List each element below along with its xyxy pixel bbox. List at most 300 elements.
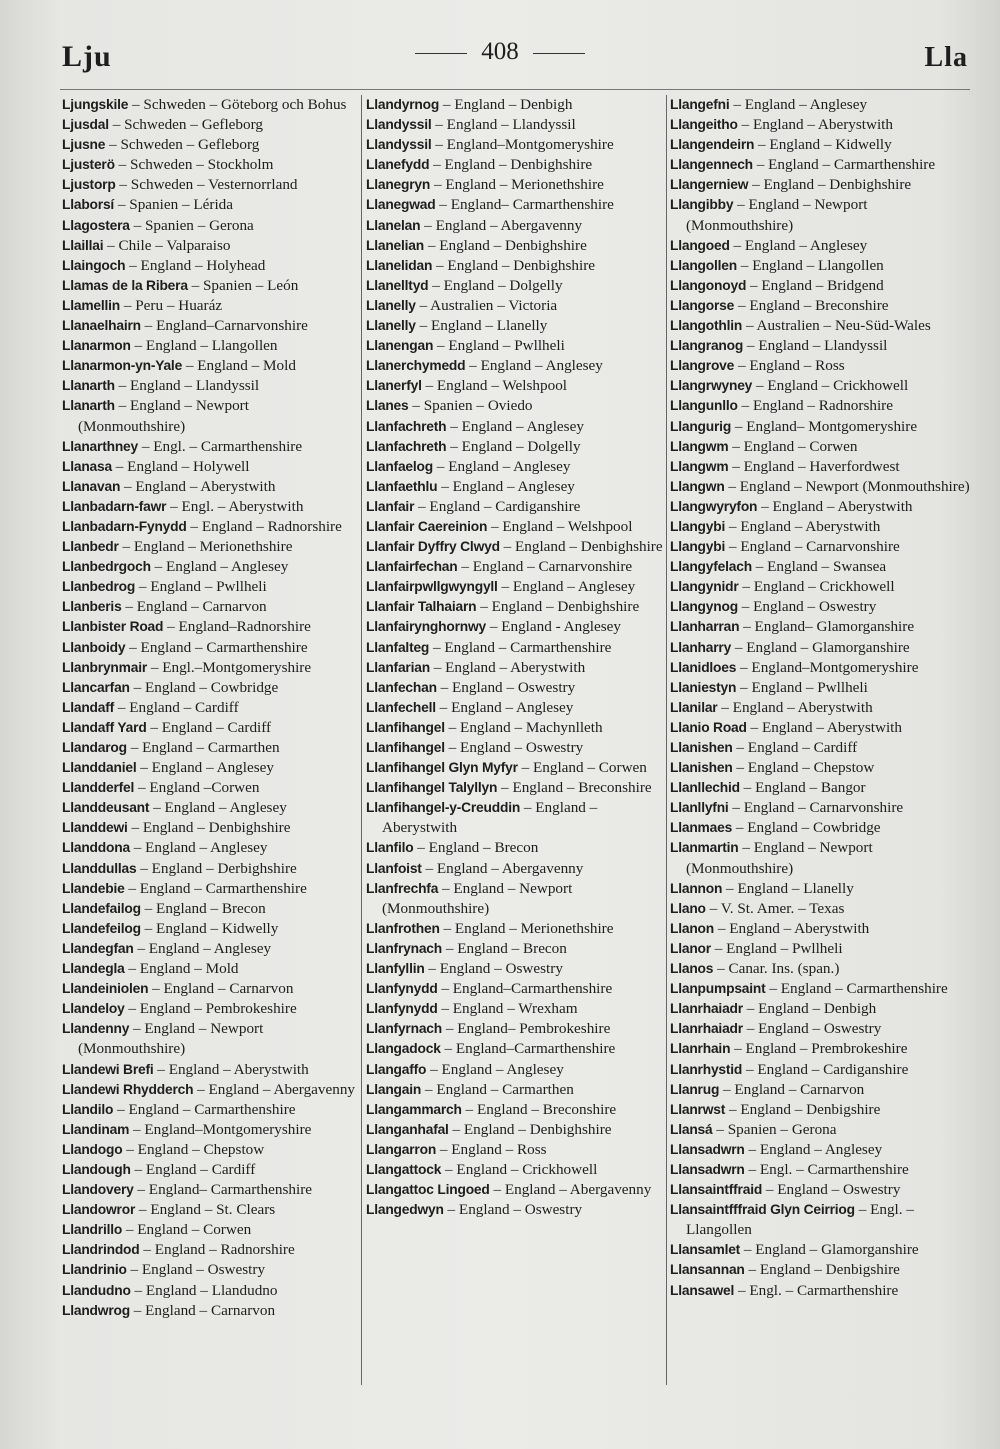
entry-description: England – Oswestry (452, 678, 576, 696)
entry-term: Llanor (670, 940, 711, 956)
gazetteer-entry: Llanfrothen – England – Merionethshire (366, 919, 614, 937)
gazetteer-entry: Llanegryn – England – Merionethshire (366, 176, 604, 194)
gazetteer-entry: Llanfynydd – England–Carmarthenshire (366, 980, 613, 998)
entry-term: Llanddeusant (62, 800, 150, 816)
entry-term: Llanrwst (670, 1101, 726, 1117)
gazetteer-entry: Llanfairfechan – England – Carnarvonshire (366, 558, 633, 576)
gazetteer-entry: Llanfachreth – England – Dolgelly (366, 437, 581, 455)
column-3 (668, 95, 970, 1301)
gazetteer-entry: Llanddona – England – Anglesey (62, 839, 268, 857)
gazetteer-entry: Llanfaethlu – England – Anglesey (366, 477, 575, 495)
entry-description: England – Llandudno (145, 1281, 278, 1299)
entry-term: Llangwm (670, 438, 729, 454)
entry-description: England – Anglesey (145, 839, 268, 857)
entry-description: England – Aberystwith (772, 497, 913, 515)
entry-description: England – Anglesey (744, 236, 868, 254)
entry-description: England – Derbighshire (151, 859, 297, 877)
entry-term: Llanharry (670, 639, 732, 655)
entry-term: Llancarfan (62, 679, 130, 695)
entry-description: England – Newport (Monmouthshire) (686, 196, 868, 234)
entry-term: Llanishen (670, 740, 733, 755)
entry-description: England–Montgomeryshire (144, 1120, 312, 1138)
entry-term: Llangurig (670, 418, 732, 434)
gazetteer-entry: Llanddullas – England – Derbighshire (62, 859, 297, 877)
gazetteer-entry: Llanrhaiadr – England – Denbigh (670, 1000, 877, 1018)
gazetteer-entry: Llansaintfffraid Glyn Ceirriog – Engl. – Llangollen (670, 1201, 914, 1239)
page-number: 408 (481, 38, 519, 65)
entry-term: Llansaintffraid (670, 1182, 763, 1198)
entry-description: England –Corwen (149, 779, 260, 797)
gazetteer-entry: Llandrillo – England – Corwen (62, 1221, 252, 1239)
gazetteer-entry: Llangendeirn – England – Kidwelly (670, 136, 892, 154)
gazetteer-entry: Llandaff Yard – England – Cardiff (62, 718, 272, 736)
entry-description: England – Denbigh (454, 96, 573, 113)
entry-term: Llandudno (62, 1282, 131, 1298)
column-divider-2 (666, 95, 667, 1385)
gazetteer-entry: Llanfechell – England – Anglesey (366, 698, 574, 716)
gazetteer-entry: Llanboidy – England – Carmarthenshire (62, 638, 308, 656)
gazetteer-entry: Llanharry – England – Glamorganshire (670, 638, 910, 656)
entry-term: Llansannan (670, 1262, 745, 1278)
entry-description: England – Radnorshire (201, 517, 342, 535)
gazetteer-entry: Llandowror – England – St. Clears (62, 1201, 276, 1219)
entry-term: Llandowror (62, 1202, 136, 1218)
entry-term: Llandyssil (366, 117, 432, 133)
entry-term: Llanfechan (366, 679, 437, 695)
gazetteer-entry: Llangammarch – England – Breconshire (366, 1100, 617, 1118)
entry-term: Llanon (670, 920, 715, 936)
entry-term: Llandegla (62, 961, 125, 977)
entry-term: Llanfair (366, 498, 415, 514)
entry-term: Llansawel (670, 1282, 735, 1298)
entry-description: England – Haverfordwest (743, 457, 900, 475)
entry-term: Llanarmon-yn-Yale (62, 358, 183, 374)
entry-description: England – Kidwelly (769, 136, 892, 154)
entry-term: Llanrhystid (670, 1061, 743, 1077)
entry-term: Llanelan (366, 217, 421, 233)
entry-description: England – Anglesey (448, 457, 571, 475)
entry-description: England – Carmarthenshire (780, 980, 948, 998)
entry-description: England – Cardiganshire (757, 1060, 909, 1078)
gazetteer-entry: Llandewi Rhydderch – England – Abergavenny (62, 1080, 356, 1098)
gazetteer-entry: Llanfihangel-y-Creuddin – England – Aberystwith (366, 799, 598, 837)
entry-term: Llangwm (670, 458, 729, 474)
gazetteer-entry: Llangaffo – England – Anglesey (366, 1060, 564, 1078)
running-head-left: Lju (62, 40, 112, 73)
entry-description: England – Carnarvon (163, 980, 294, 998)
entry-term: Llanes (366, 398, 409, 414)
entry-term: Llangybi (670, 518, 726, 534)
entry-term: Llangrove (670, 358, 735, 374)
entry-term: Llanaelhairn (62, 318, 141, 334)
gazetteer-entry: Llangonoyd – England – Bridgend (670, 276, 884, 294)
gazetteer-entry: Llanfalteg – England – Carmarthenshire (366, 638, 612, 656)
gazetteer-entry: Llanbedr – England – Merionethshire (62, 538, 293, 556)
entry-description: England – Chepstow (747, 759, 875, 777)
gazetteer-entry: Llanfynydd – England – Wrexham (366, 1000, 578, 1018)
entry-description: England – Breconshire (512, 779, 652, 797)
entry-description: England – Corwen (532, 759, 647, 777)
entry-term: Llandovery (62, 1182, 134, 1198)
gazetteer-entry: Llagostera – Spanien – Gerona (62, 216, 254, 234)
gazetteer-entry: Llangwn – England – Newport (Monmouthshire) (670, 477, 970, 495)
gazetteer-entry: Llangennech – England – Carmarthenshire (670, 156, 936, 174)
gazetteer-entry: Llannon – England – Llanelly (670, 879, 854, 897)
entry-term: Llandyrnog (366, 97, 440, 112)
entry-term: Llaillai (62, 237, 104, 253)
entry-term: Llanishen (670, 760, 733, 776)
entry-term: Llandyssil (366, 137, 432, 153)
entry-description: Canar. Ins. (span.) (728, 960, 840, 978)
entry-description: England – Denbighshire (763, 176, 912, 194)
entry-description: England – Carmarthenshire (768, 156, 936, 174)
entry-term: Llamellin (62, 297, 121, 313)
entry-term: Llangibby (670, 197, 734, 213)
gazetteer-entry: Llanddewi – England – Denbighshire (62, 819, 291, 837)
gazetteer-entry: Llanos – Canar. Ins. (span.) (670, 960, 840, 978)
gazetteer-entry: Llanerfyl – England – Welshpool (366, 377, 568, 395)
entry-term: Llanddewi (62, 820, 128, 836)
entry-term: Llangennech (670, 157, 753, 173)
entry-description: England – Carnarvon (734, 1080, 865, 1098)
entry-description: England– Carmarthenshire (450, 196, 614, 214)
entry-description: England – Oswestry (777, 1181, 901, 1199)
gazetteer-entry: Llandwrog – England – Carnarvon (62, 1301, 276, 1319)
entry-description: England – Anglesey (452, 477, 575, 495)
gazetteer-entry: Llanfrynach – England – Brecon (366, 939, 567, 957)
gazetteer-entry: Llandyssil – England–Montgomeryshire (366, 136, 614, 154)
gazetteer-entry: Llaillai – Chile – Valparaiso (62, 236, 231, 254)
entry-description: England – Wrexham (452, 1000, 578, 1018)
gazetteer-entry: Llanmartin – England – Newport (Monmouthshire) (670, 839, 873, 877)
gazetteer-entry: Llandeiniolen – England – Carnarvon (62, 980, 294, 998)
entry-term: Llanfihangel Glyn Myfyr (366, 760, 518, 776)
gazetteer-entry: Llanganhafal – England – Denbighshire (366, 1120, 612, 1138)
entry-description: England – Anglesey (451, 698, 574, 716)
entry-term: Llangwyryfon (670, 498, 758, 514)
entry-description: England – Anglesey (480, 357, 603, 375)
entry-term: Llanarthney (62, 438, 139, 454)
gazetteer-entry: Llandderfel – England –Corwen (62, 779, 260, 797)
entry-description: England – Denbighshire (514, 538, 663, 556)
entry-description: Peru – Huaráz (135, 296, 223, 314)
gazetteer-entry: Llangattoc Lingoed – England – Abergavenny (366, 1181, 652, 1199)
entry-description: England – Dolgelly (443, 276, 563, 294)
gazetteer-entry: Llansadwrn – England – Anglesey (670, 1140, 883, 1158)
gazetteer-entry: Llanarmon-yn-Yale – England – Mold (62, 357, 296, 375)
gazetteer-entry: Llanfechan – England – Oswestry (366, 678, 576, 696)
entry-term: Llangeitho (670, 117, 738, 133)
entry-term: Llangattoc Lingoed (366, 1182, 490, 1198)
entry-description: England–Carmarthenshire (455, 1040, 616, 1058)
gazetteer-entry: Llanes – Spanien – Oviedo (366, 397, 533, 415)
gazetteer-entry: Ljusdal – Schweden – Gefleborg (62, 116, 263, 134)
gazetteer-entry: Llanberis – England – Carnarvon (62, 598, 267, 616)
entry-description: V. St. Amer. – Texas (720, 899, 845, 917)
entry-term: Ljungskile (62, 97, 129, 112)
gazetteer-entry: Llano – V. St. Amer. – Texas (670, 899, 845, 917)
gazetteer-entry: Llansamlet – England – Glamorganshire (670, 1241, 919, 1259)
gazetteer-entry: Llanio Road – England – Aberystwith (670, 718, 902, 736)
entry-term: Llanfrothen (366, 920, 440, 936)
gazetteer-entry: Llangothlin – Australien – Neu-Süd-Wales (670, 317, 931, 335)
entry-term: Llanarth (62, 398, 115, 414)
gazetteer-entry: Llandebie – England – Carmarthenshire (62, 879, 307, 897)
gazetteer-entry: Llangedwyn – England – Oswestry (366, 1201, 583, 1219)
gazetteer-entry: Llanarthney – Engl. – Carmarthenshire (62, 437, 303, 455)
gazetteer-entry: Llanavan – England – Aberystwith (62, 477, 276, 495)
entry-term: Llaniestyn (670, 679, 737, 695)
entry-term: Llanasa (62, 458, 112, 474)
entry-term: Llangain (366, 1081, 422, 1097)
gazetteer-entry: Llangadock – England–Carmarthenshire (366, 1040, 616, 1058)
entry-description: England – Merionethshire (445, 176, 604, 194)
entry-description: England – Abergavenny (436, 859, 584, 877)
entry-description: England – Llandyssil (758, 337, 888, 355)
entry-description: England – Oswestry (753, 598, 877, 616)
entry-description: England – Aberystwith (135, 477, 276, 495)
gazetteer-entry: Llangwm – England – Haverfordwest (670, 457, 900, 475)
entry-term: Llangyfelach (670, 559, 752, 575)
entry-term: Llanddona (62, 840, 130, 856)
entry-description: England – Dolgelly (461, 437, 581, 455)
entry-description: England – Cardiff (747, 739, 858, 756)
entry-term: Llandaff Yard (62, 719, 147, 735)
gazetteer-entry: Llangybi – England – Aberystwith (670, 517, 881, 535)
entry-term: Llangorse (670, 297, 735, 313)
gazetteer-entry: Llanfair – England – Cardiganshire (366, 497, 581, 515)
entry-description: England – Newport (Monmouthshire) (382, 879, 573, 917)
entry-term: Llanfachreth (366, 438, 447, 454)
entry-term: Llanllyfni (670, 800, 729, 816)
entry-description: England – Denbighshire (447, 256, 596, 274)
entry-term: Llandeiniolen (62, 981, 149, 997)
entry-term: Llanfrynach (366, 940, 443, 956)
gazetteer-entry: Llangwyryfon – England – Aberystwith (670, 497, 913, 515)
gazetteer-entry: Llangwm – England – Corwen (670, 437, 858, 455)
entry-term: Llanharran (670, 619, 740, 635)
entry-term: Llanfairpwllgwyngyll (366, 579, 498, 595)
gazetteer-entry: Llanpumpsaint – England – Carmarthenshire (670, 980, 948, 998)
entry-term: Llanegwad (366, 197, 436, 213)
entry-description: England–Carnarvonshire (156, 317, 308, 335)
entry-term: Llanfair Dyffry Clwyd (366, 539, 500, 555)
column-2 (364, 95, 664, 1220)
gazetteer-entry: Llanfairynghornwy – England - Anglesey (366, 618, 622, 636)
entry-term: Llandogo (62, 1141, 123, 1157)
gazetteer-entry: Llanon – England – Aberystwith (670, 919, 870, 937)
gazetteer-entry: Llangrwyney – England – Crickhowell (670, 377, 909, 395)
entry-description: England – Denbighshire (463, 1120, 612, 1138)
entry-term: Llanelly (366, 318, 416, 334)
gazetteer-entry: Llanfachreth – England – Anglesey (366, 417, 584, 435)
entry-term: Llanddullas (62, 860, 137, 876)
gazetteer-entry: Ljustorp – Schweden – Vesternorrland (62, 176, 298, 194)
gazetteer-entry: Llansadwrn – Engl. – Carmarthenshire (670, 1160, 909, 1178)
entry-description: Australien – Neu-Süd-Wales (756, 317, 931, 335)
gazetteer-entry: Llanbadarn-Fynydd – England – Radnorshire (62, 517, 342, 535)
entry-term: Llanfachreth (366, 418, 447, 434)
entry-term: Llanfrechfa (366, 880, 439, 896)
entry-term: Llanganhafal (366, 1121, 449, 1137)
gazetteer-entry: Llamellin – Peru – Huaráz (62, 296, 223, 314)
gazetteer-entry: Llandyssil – England – Llandyssil (366, 116, 576, 134)
gazetteer-entry: Llangorse – England – Breconshire (670, 296, 889, 314)
entry-description: England – Mold (139, 960, 239, 978)
gazetteer-entry: Llanllechid – England – Bangor (670, 779, 866, 797)
gazetteer-entry: Llangunllo – England – Radnorshire (670, 397, 893, 415)
entry-description: England–Radnorshire (178, 618, 311, 636)
gazetteer-entry: Llandeloy – England – Pembrokeshire (62, 1000, 297, 1018)
entry-description: Schweden – Stockholm (130, 156, 274, 174)
entry-term: Llanfynydd (366, 981, 438, 997)
entry-description: England – Carnarvonshire (740, 538, 900, 556)
entry-term: Llanio Road (670, 719, 747, 735)
column-divider-1 (361, 95, 362, 1385)
entry-description: England – Prembrokeshire (745, 1040, 908, 1058)
gazetteer-entry: Llancarfan – England – Cowbridge (62, 678, 279, 696)
gazetteer-entry: Llangranog – England – Llandyssil (670, 337, 888, 355)
entry-description: Engl.–Montgomeryshire (162, 658, 312, 676)
entry-term: Llanilar (670, 699, 718, 715)
entry-description: England – Carmarthenshire (139, 879, 307, 897)
entry-term: Llanfoist (366, 860, 422, 876)
entry-term: Llamas de la Ribera (62, 277, 188, 293)
entry-term: Llannon (670, 880, 723, 896)
gazetteer-entry: Llanerchymedd – England – Anglesey (366, 357, 603, 375)
entry-description: England – Llangollen (145, 337, 278, 355)
entry-description: England – Radnorshire (154, 1241, 295, 1259)
entry-description: Engl. – Llangollen (686, 1201, 914, 1239)
entry-description: England – Newport (Monmouthshire) (78, 1020, 264, 1058)
gazetteer-entry: Llangattock – England – Crickhowell (366, 1160, 598, 1178)
gazetteer-entry: Llanfair Caereinion – England – Welshpool (366, 517, 633, 535)
entry-description: England – Carnarvonshire (743, 799, 904, 817)
entry-term: Llangammarch (366, 1101, 462, 1117)
entry-description: England – Glamorganshire (755, 1241, 919, 1259)
gazetteer-entry: Llanarth – England – Llandyssil (62, 377, 260, 395)
entry-description: England – Holyhead (140, 256, 266, 274)
gazetteer-entry: Llanarmon – England – Llangollen (62, 337, 278, 355)
entry-term: Llanbedrog (62, 579, 136, 595)
gazetteer-entry: Llandrindod – England – Radnorshire (62, 1241, 295, 1259)
entry-term: Ljusne (62, 137, 106, 153)
gazetteer-entry: Ljungskile – Schweden – Göteborg och Bohus (62, 96, 347, 113)
gazetteer-entry: Llangerniew – England – Denbighshire (670, 176, 912, 194)
entry-term: Llangonoyd (670, 277, 747, 293)
gazetteer-entry: Ljusne – Schweden – Gefleborg (62, 136, 260, 154)
entry-description: England – Abergavenny (504, 1181, 652, 1199)
entry-description: England – Anglesey (151, 759, 274, 777)
column-1 (60, 95, 356, 1321)
gazetteer-entry: Llanbrynmair – Engl.–Montgomeryshire (62, 658, 312, 676)
entry-term: Llansadwrn (670, 1161, 745, 1177)
entry-description: Spanien – Gerona (144, 216, 254, 234)
entry-term: Llangwn (670, 478, 725, 494)
entry-description: England – Glamorganshire (746, 638, 910, 656)
gazetteer-entry: Llaniestyn – England – Pwllheli (670, 678, 868, 696)
entry-description: England – Abergavenny (435, 216, 583, 234)
entry-description: England – Bangor (755, 779, 866, 797)
entry-term: Llanfyllin (366, 961, 425, 977)
entry-term: Llanfynydd (366, 1001, 438, 1017)
gazetteer-entry: Llanrhain – England – Prembrokeshire (670, 1040, 908, 1058)
entry-term: Llangybi (670, 539, 726, 555)
entry-description: England – Ross (749, 357, 845, 375)
gazetteer-entry: Llandaff – England – Cardiff (62, 698, 239, 716)
gazetteer-entry: Llanrhaiadr – England – Oswestry (670, 1020, 882, 1038)
entry-description: England – Swansea (767, 558, 887, 576)
entry-description: England – Llandyssil (446, 116, 576, 134)
gazetteer-entry: Llanbadarn-fawr – Engl. – Aberystwith (62, 497, 304, 515)
entry-term: Llanrhain (670, 1041, 731, 1057)
entry-description: England – Newport (Monmouthshire) (686, 839, 873, 877)
entry-description: England – Welshpool (502, 517, 633, 535)
entry-description: England – Oswestry (458, 1201, 583, 1219)
gazetteer-entry: Llanelan – England – Abergavenny (366, 216, 583, 234)
entry-term: Llangaffo (366, 1061, 427, 1077)
entry-description: England – Oswestry (439, 960, 563, 978)
entry-description: England – Llandyssil (130, 377, 260, 395)
entry-term: Llansadwrn (670, 1141, 745, 1157)
entry-term: Llanrhaiadr (670, 1001, 743, 1017)
entry-term: Llanfarian (366, 659, 430, 675)
entry-description: Schweden – Vesternorrland (130, 176, 298, 194)
gazetteer-entry: Llanarth – England – Newport (Monmouthshire) (62, 397, 249, 435)
entry-term: Llansá (670, 1121, 713, 1137)
gazetteer-entry: Llangollen – England – Llangollen (670, 256, 884, 274)
entry-term: Llansamlet (670, 1242, 741, 1258)
gazetteer-entry: Llangynog – England – Oswestry (670, 598, 877, 616)
entry-term: Llandrindod (62, 1242, 140, 1258)
entry-term: Llanbister Road (62, 619, 164, 635)
entry-description: England – Pwllheli (726, 939, 843, 957)
gazetteer-entry: Llanrwst – England – Denbigshire (670, 1100, 881, 1118)
gazetteer-entry: Llansaintffraid – England – Oswestry (670, 1181, 901, 1199)
gazetteer-entry: Llanaelhairn – England–Carnarvonshire (62, 317, 308, 335)
entry-description: England – Corwen (137, 1221, 252, 1239)
gazetteer-entry: Llandegfan – England – Anglesey (62, 939, 272, 957)
entry-description: England – Cardiff (161, 718, 272, 736)
gazetteer-entry: Llandegla – England – Mold (62, 960, 239, 978)
entry-term: Llangrwyney (670, 378, 753, 394)
entry-term: Llanfair Caereinion (366, 518, 488, 534)
entry-term: Llanengan (366, 338, 434, 354)
entry-term: Llanelidan (366, 257, 433, 273)
entry-term: Llanegryn (366, 177, 431, 193)
entry-description: England–Carmarthenshire (452, 980, 613, 998)
gazetteer-entry: Llangefni – England – Anglesey (670, 96, 868, 113)
gazetteer-entry: Llanefydd – England – Denbighshire (366, 156, 593, 174)
entry-term: Llanfihangel Talyllyn (366, 780, 498, 796)
entry-description: England– Pembrokeshire (457, 1020, 611, 1038)
gazetteer-entry: Llanfairpwllgwyngyll – England – Anglesey (366, 578, 636, 596)
entry-description: England – Merionethshire (133, 538, 293, 556)
entry-description: Spanien – Gerona (727, 1120, 837, 1138)
entry-term: Llanmaes (670, 820, 733, 836)
gazetteer-entry: Llangeitho – England – Aberystwith (670, 116, 893, 134)
entry-description: Schweden – Gefleborg (124, 116, 263, 134)
entry-term: Llanllechid (670, 780, 740, 796)
entry-term: Llanfihangel-y-Creuddin (366, 800, 521, 816)
entry-description: England – Corwen (743, 437, 858, 455)
entry-term: Llanfihangel (366, 740, 445, 755)
entry-description: England – Aberystwith (382, 799, 598, 837)
entry-description: England – Carmarthen (436, 1080, 574, 1098)
entry-description: England – Breconshire (749, 296, 889, 314)
entry-description: England – Denbighshire (491, 598, 640, 616)
entry-term: Llangerniew (670, 177, 749, 193)
